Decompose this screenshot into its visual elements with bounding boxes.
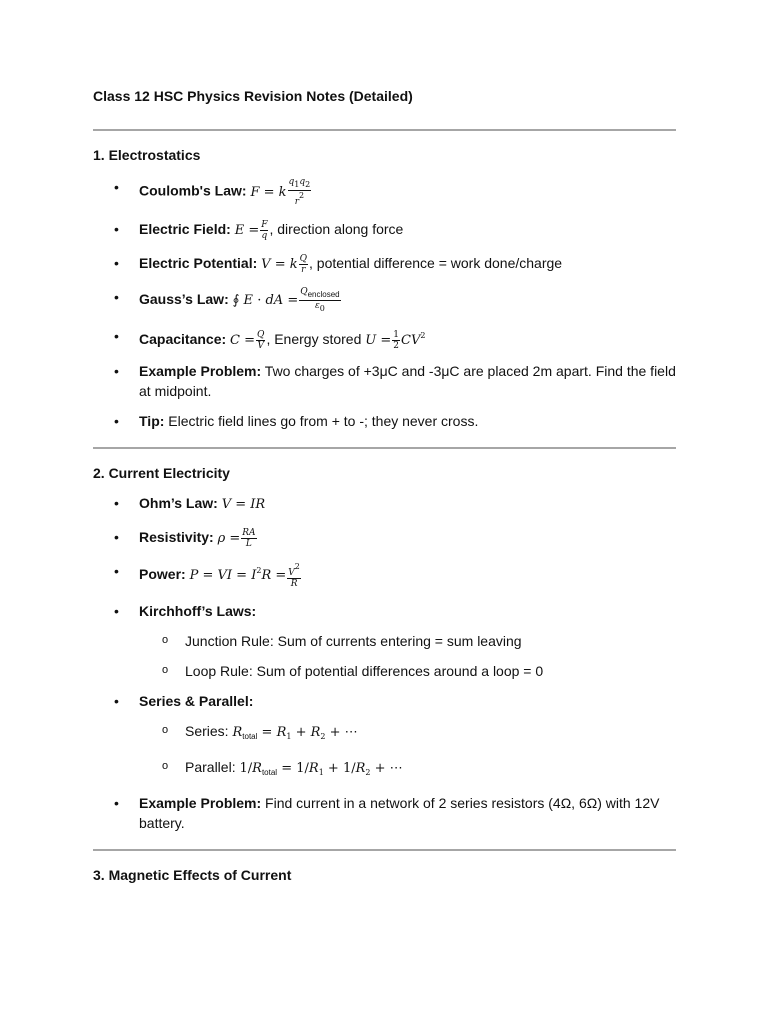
formula-capacitance: C = $\frac{Q}{V}$ [230,330,265,351]
item-label: Example Problem: [139,363,262,379]
item-label: Coulomb's Law: [139,182,247,199]
item-text: , Energy stored [266,331,366,347]
item-label: Electric Potential: [139,255,258,271]
list-item-example-problem [93,793,676,833]
formula-coulomb: F = k $\frac{q1q2}{r2}$ [250,177,311,207]
list-item-kirchhoffs-laws [93,601,676,621]
formula-electric-potential: V = k $\frac{Q}{r}$ [261,254,307,275]
list-item-coulombs-law [93,177,676,207]
formula-ohms-law: V = IR [221,497,266,512]
sublist-item-series [93,721,676,747]
section-divider [93,849,676,851]
item-label: Gauss’s Law: [139,291,229,307]
item-text: Parallel: [185,759,236,775]
section-divider [93,447,676,449]
list-item-capacitance [93,326,676,351]
document-title: Class 12 HSC Physics Revision Notes (Detailed) [93,88,413,104]
item-text: Find current in a network of 2 series resistors (4Ω, 6Ω) with 12V battery. [139,795,660,831]
formula-gauss: ∮ E · dA = $\frac{\text{Qenclosed}}{\varepsilon 0}$ [232,287,340,313]
formula-power: P = VI = $I^2R$ = $\frac{V2}{R}$ [189,562,300,589]
item-label: Ohm’s Law: [139,495,218,511]
list-item-gauss-law [93,287,676,314]
sublist-item-loop-rule: o Loop Rule: Sum of potential differences around a loop = 0 [93,661,676,681]
list-item-resistivity [93,527,676,549]
current-electricity-list [93,493,676,621]
formula-resistivity: ρ = $\frac{RA}{L}$ [217,528,256,549]
item-text: , potential difference = work done/charge [309,255,563,271]
item-text: Series: [185,723,229,739]
series-parallel-sublist [93,721,676,783]
item-label: Electric Field: [139,221,231,237]
section-heading-electrostatics: 1. Electrostatics [93,147,201,163]
electrostatics-list [93,177,676,431]
list-item-electric-potential [93,253,676,275]
item-text: , direction along force [269,221,404,237]
current-electricity-list-end [93,793,676,833]
formula-energy-stored: U = $\frac{1}{2}$ $CV^2$ [365,330,426,351]
section-heading-magnetic-effects: 3. Magnetic Effects of Current [93,867,292,883]
document-page [93,86,676,885]
sublist-item-parallel [93,757,676,783]
item-label: Kirchhoff’s Laws: [139,603,257,619]
item-label: Example Problem: [139,795,262,811]
current-electricity-list-cont [93,691,676,711]
item-label: Tip: [139,413,165,429]
list-item-example-problem [93,361,676,401]
formula-series: $R_{total} = R_1 + R_2$ + ⋯ [232,725,358,741]
formula-parallel: $1/R_{total} = 1/R_1 + 1/R_2$ + ⋯ [239,761,403,777]
kirchhoff-sublist [93,631,676,681]
list-item-power [93,561,676,589]
item-label: Capacitance: [139,331,227,347]
item-text: Electric field lines go from + to -; they never cross. [168,413,479,429]
list-item-ohms-law [93,493,676,515]
formula-electric-field: E = $\frac{F}{q}$ [234,220,268,241]
list-item-series-parallel [93,691,676,711]
item-label: Series & Parallel: [139,693,254,709]
sublist-item-junction-rule: o Junction Rule: Sum of currents entering = sum leaving [93,631,676,651]
item-label: Resistivity: [139,529,214,545]
list-item-tip [93,411,676,431]
section-heading-current-electricity: 2. Current Electricity [93,465,230,481]
item-text: Two charges of +3μC and -3μC are placed 2m apart. Find the field at midpoint. [139,363,676,399]
list-item-electric-field [93,219,676,241]
item-label: Power: [139,566,186,582]
section-divider [93,129,676,131]
